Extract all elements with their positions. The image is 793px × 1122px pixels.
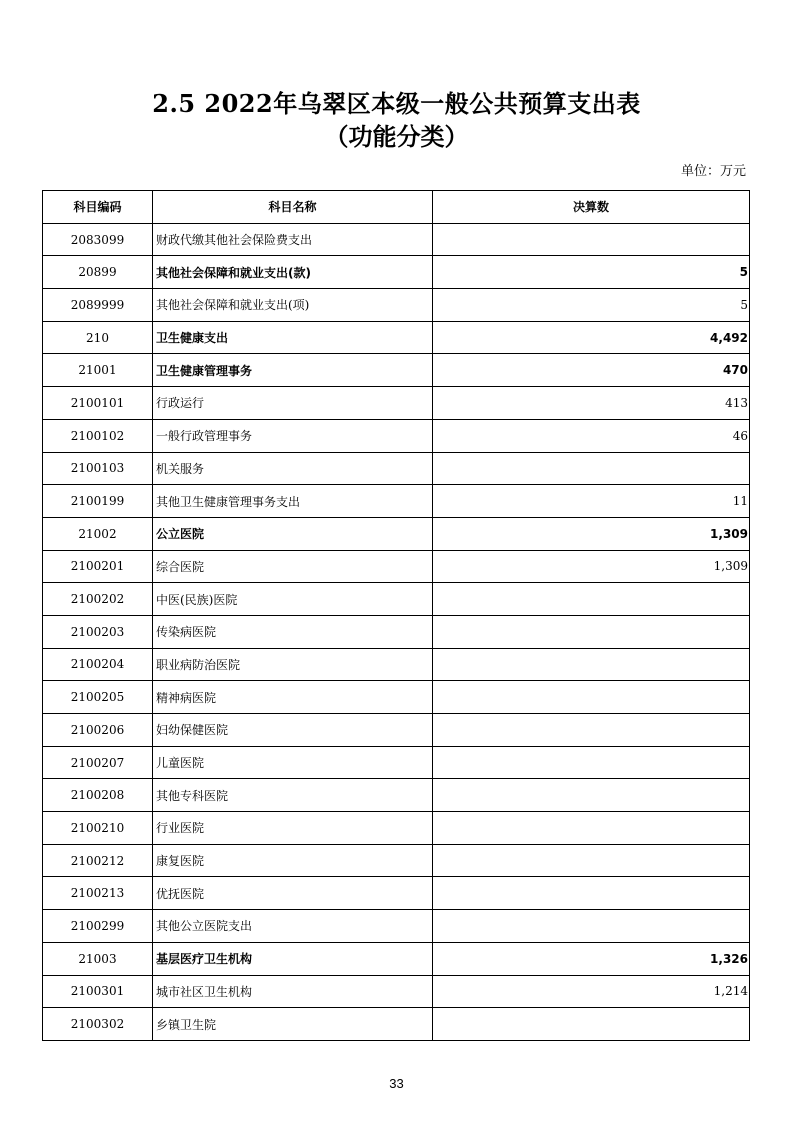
cell-amount: 11 [433, 485, 750, 518]
table-row [43, 583, 750, 616]
cell-name: 职业病防治医院 [153, 648, 433, 681]
cell-name: 儿童医院 [153, 746, 433, 779]
table-row [43, 289, 750, 322]
table-row [43, 942, 750, 975]
cell-name: 公立医院 [153, 517, 433, 550]
table-row [43, 387, 750, 420]
header-amount: 决算数 [433, 191, 750, 224]
cell-name: 基层医疗卫生机构 [153, 942, 433, 975]
cell-code: 2100103 [43, 452, 153, 485]
cell-name: 综合医院 [153, 550, 433, 583]
cell-code: 2083099 [43, 223, 153, 256]
table-row [43, 223, 750, 256]
cell-name: 行政运行 [153, 387, 433, 420]
cell-amount [433, 877, 750, 910]
cell-code: 2100202 [43, 583, 153, 616]
cell-code: 2089999 [43, 289, 153, 322]
table-row [43, 746, 750, 779]
table-row [43, 321, 750, 354]
table-row [43, 550, 750, 583]
cell-code: 2100206 [43, 714, 153, 747]
table-row [43, 485, 750, 518]
cell-amount [433, 746, 750, 779]
cell-code: 2100205 [43, 681, 153, 714]
cell-code: 2100207 [43, 746, 153, 779]
table-row [43, 681, 750, 714]
cell-code: 21003 [43, 942, 153, 975]
table-row [43, 517, 750, 550]
cell-code: 2100302 [43, 1008, 153, 1041]
cell-name: 精神病医院 [153, 681, 433, 714]
table-row [43, 844, 750, 877]
unit-label: 单位：万元 [680, 164, 746, 179]
cell-amount [433, 648, 750, 681]
cell-code: 2100201 [43, 550, 153, 583]
cell-name: 卫生健康管理事务 [153, 354, 433, 387]
cell-name: 其他专科医院 [153, 779, 433, 812]
table-row [43, 975, 750, 1008]
table-row [43, 779, 750, 812]
cell-amount: 5 [433, 289, 750, 322]
cell-amount [433, 615, 750, 648]
cell-amount [433, 812, 750, 845]
cell-amount: 1,309 [433, 517, 750, 550]
cell-amount [433, 223, 750, 256]
cell-name: 优抚医院 [153, 877, 433, 910]
table-row [43, 910, 750, 943]
table-row [43, 354, 750, 387]
cell-code: 2100101 [43, 387, 153, 420]
cell-amount: 470 [433, 354, 750, 387]
page-subtitle: （功能分类） [324, 122, 469, 151]
table-header-row [43, 191, 750, 224]
cell-code: 2100213 [43, 877, 153, 910]
page-title: 2.5 2022年乌翠区本级一般公共预算支出表 [152, 89, 641, 118]
cell-code: 2100210 [43, 812, 153, 845]
cell-name: 财政代缴其他社会保险费支出 [153, 223, 433, 256]
cell-name: 中医(民族)医院 [153, 583, 433, 616]
cell-amount [433, 910, 750, 943]
table-row [43, 1008, 750, 1041]
table-row [43, 615, 750, 648]
cell-name: 传染病医院 [153, 615, 433, 648]
cell-amount: 413 [433, 387, 750, 420]
cell-amount [433, 844, 750, 877]
cell-amount: 4,492 [433, 321, 750, 354]
cell-name: 康复医院 [153, 844, 433, 877]
cell-code: 2100212 [43, 844, 153, 877]
cell-amount: 5 [433, 256, 750, 289]
budget-table [42, 190, 750, 1041]
header-code: 科目编码 [43, 191, 153, 224]
cell-amount: 1,214 [433, 975, 750, 1008]
cell-name: 城市社区卫生机构 [153, 975, 433, 1008]
cell-code: 210 [43, 321, 153, 354]
cell-code: 21002 [43, 517, 153, 550]
cell-name: 机关服务 [153, 452, 433, 485]
cell-code: 2100299 [43, 910, 153, 943]
cell-amount: 1,309 [433, 550, 750, 583]
table-row [43, 812, 750, 845]
cell-amount [433, 452, 750, 485]
table-row [43, 452, 750, 485]
cell-amount [433, 583, 750, 616]
cell-name: 一般行政管理事务 [153, 419, 433, 452]
cell-name: 卫生健康支出 [153, 321, 433, 354]
table-body [43, 223, 750, 1040]
cell-name: 其他社会保障和就业支出(款) [153, 256, 433, 289]
cell-amount [433, 779, 750, 812]
table-row [43, 714, 750, 747]
cell-code: 2100208 [43, 779, 153, 812]
cell-name: 妇幼保健医院 [153, 714, 433, 747]
cell-amount: 1,326 [433, 942, 750, 975]
cell-code: 2100102 [43, 419, 153, 452]
cell-code: 2100203 [43, 615, 153, 648]
cell-code: 2100199 [43, 485, 153, 518]
header-name: 科目名称 [153, 191, 433, 224]
cell-code: 20899 [43, 256, 153, 289]
cell-amount [433, 1008, 750, 1041]
cell-name: 其他公立医院支出 [153, 910, 433, 943]
page-number: 33 [389, 1076, 404, 1091]
cell-amount [433, 714, 750, 747]
cell-code: 21001 [43, 354, 153, 387]
cell-code: 2100204 [43, 648, 153, 681]
cell-name: 乡镇卫生院 [153, 1008, 433, 1041]
cell-name: 其他社会保障和就业支出(项) [153, 289, 433, 322]
cell-name: 其他卫生健康管理事务支出 [153, 485, 433, 518]
table-row [43, 419, 750, 452]
cell-name: 行业医院 [153, 812, 433, 845]
cell-amount [433, 681, 750, 714]
table-row [43, 256, 750, 289]
cell-amount: 46 [433, 419, 750, 452]
cell-code: 2100301 [43, 975, 153, 1008]
table-row [43, 877, 750, 910]
table-row [43, 648, 750, 681]
